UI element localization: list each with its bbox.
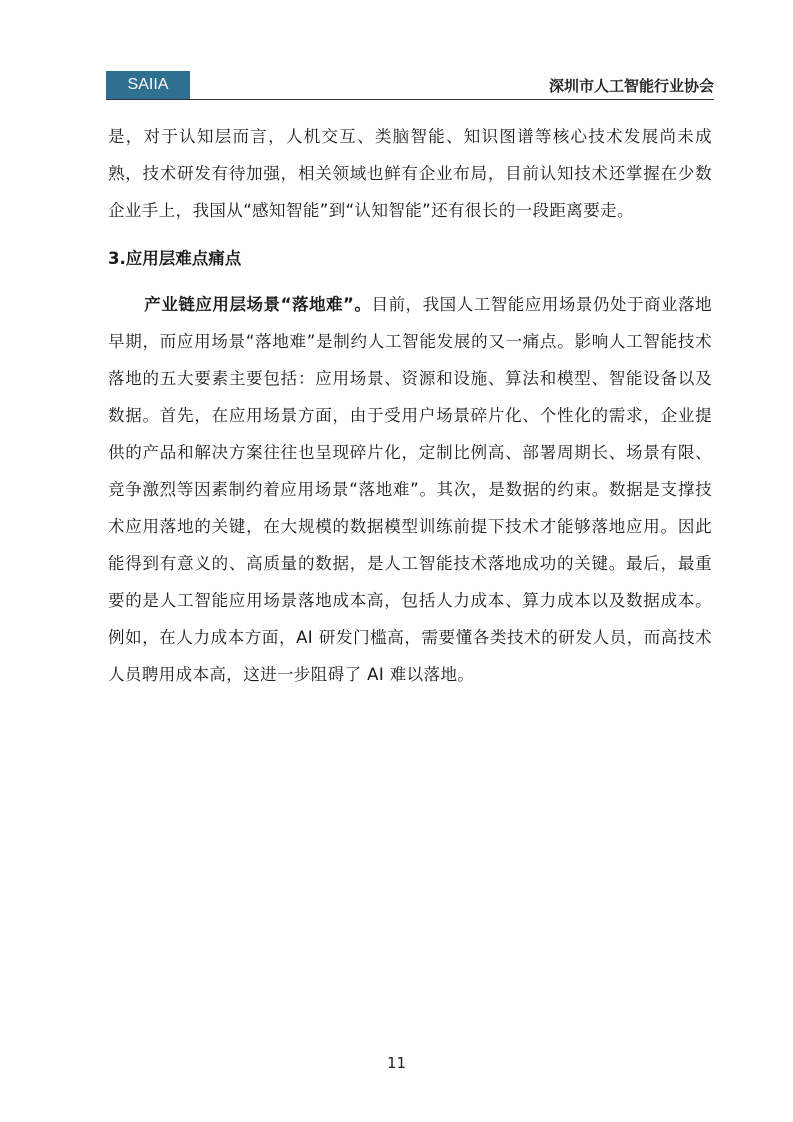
paragraph-cognitive-layer: 是，对于认知层而言，人机交互、类脑智能、知识图谱等核心技术发展尚未成熟，技术研发有待加强，相关领域也鲜有企业布局，目前认知技术还掌握在少数企业手上，我国从“感知智能”到“认知智能”还有很长的一段距离要走。 (108, 127, 712, 220)
saiia-logo: SAIIA (106, 71, 190, 99)
section-heading: 3.应用层难点痛点 (108, 249, 242, 268)
page-header (106, 71, 714, 101)
paragraph-body-text: 目前，我国人工智能应用场景仍处于商业落地早期，而应用场景“落地难”是制约人工智能发展的又一痛点。影响人工智能技术落地的五大要素主要包括：应用场景、资源和设施、算法和模型、智能设备以及数据。首先，在应用场景方面，由于受用户场景碎片化、个性化的需求，企业提供的产品和解决方案往往也呈现碎片化，定制比例高、部署周期长、场景有限、竞争激烈等因素制约着应用场景“落地难”。其次，是数据的约束。数据是支撑技术应用落地的关键，在大规模的数据模型训练前提下技术才能够落地应用。因此能得到有意义的、高质量的数据，是人工智能技术落地成功的关键。最后，最重要的是人工智能应用场景落地成本高，包括人力成本、算力成本以及数据成本。例如，在人力成本方面，AI 研发门槛高，需要懂各类技术的研发人员，而高技术人员聘用成本高，这进一步阻碍了 AI 难以落地。 (108, 295, 713, 684)
paragraph-application-layer (108, 286, 712, 693)
document-body (108, 118, 712, 693)
organization-name: 深圳市人工智能行业协会 (548, 77, 714, 95)
page-number: 11 (386, 1054, 407, 1072)
paragraph-lead-bold: 产业链应用层场景“落地难”。 (144, 295, 372, 314)
header-divider (106, 99, 714, 100)
